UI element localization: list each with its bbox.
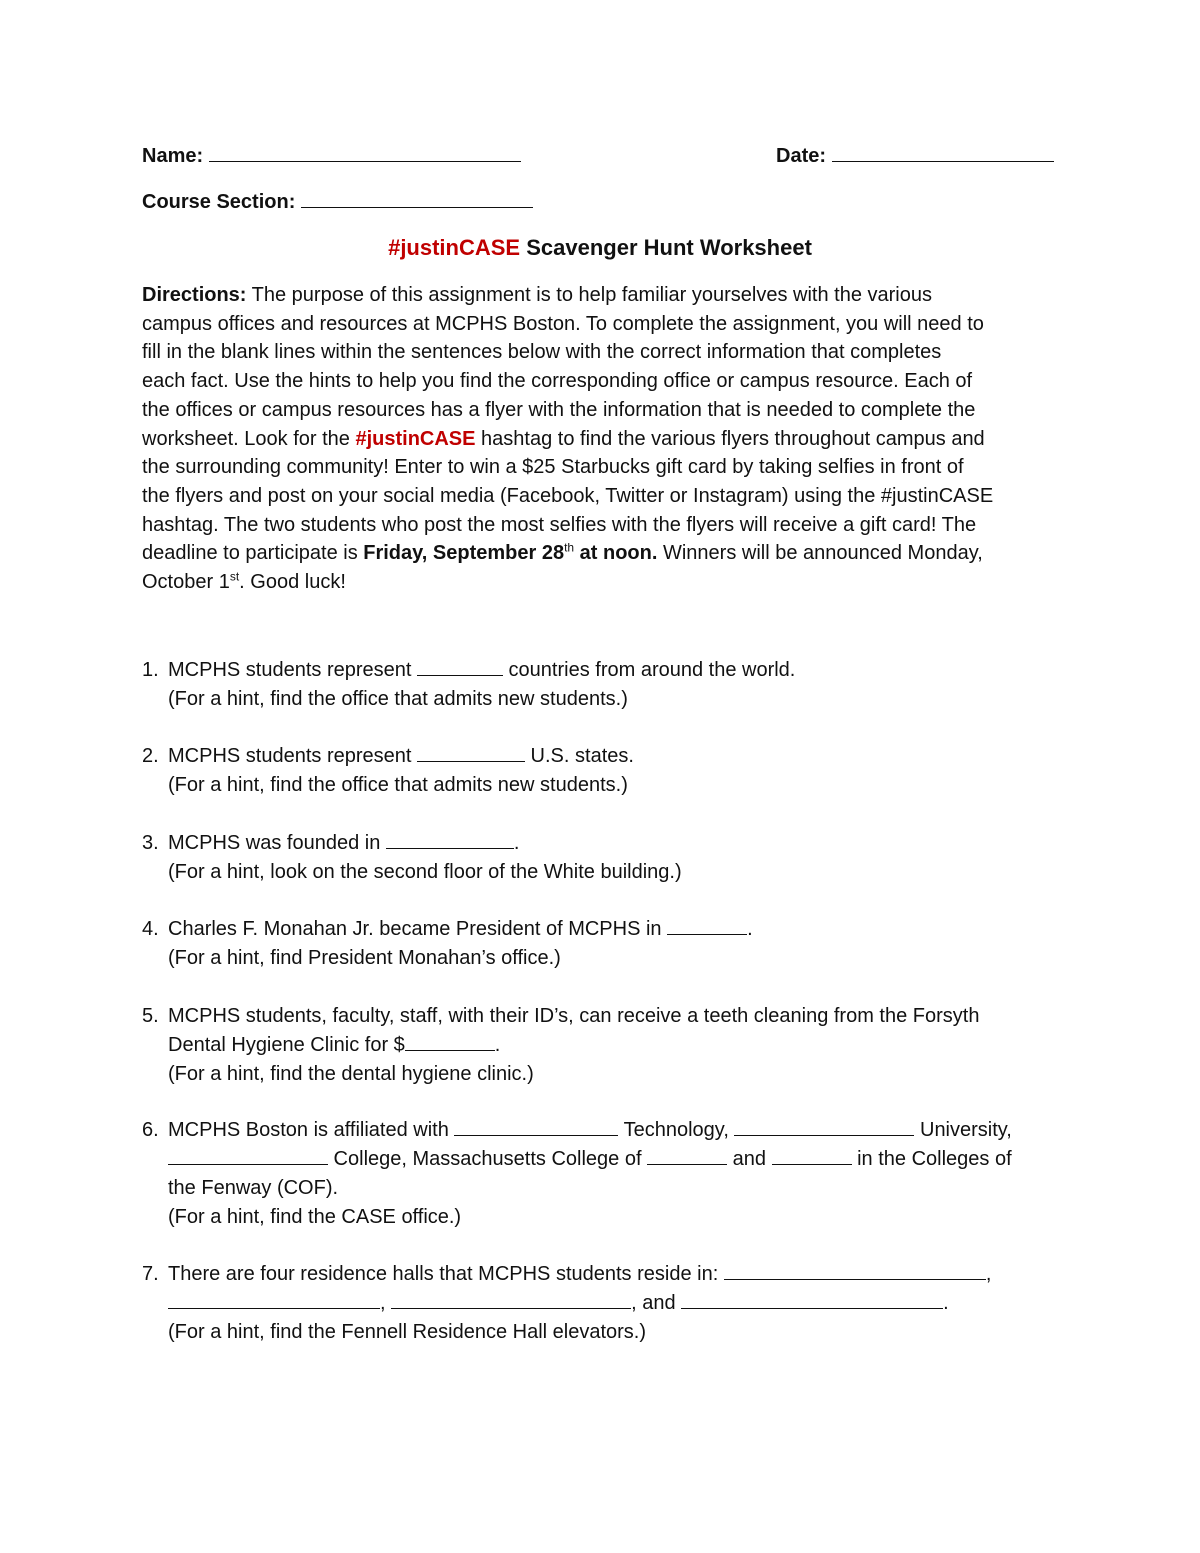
question-text: countries from around the world. (503, 659, 796, 681)
course-field-row (142, 188, 533, 216)
question-text: MCPHS students, faculty, staff, with their ID’s, can receive a teeth cleaning from the Forsyth (168, 1005, 980, 1027)
question-number: 6. (142, 1119, 159, 1141)
answer-blank[interactable] (391, 1290, 631, 1309)
directions-text: the offices or campus resources has a flyer with the information that is needed to complete the (142, 398, 976, 421)
answer-blank[interactable] (734, 1117, 914, 1136)
question-text: MCPHS students represent (168, 659, 417, 681)
ordinal-suffix: th (564, 540, 575, 555)
answer-blank[interactable] (168, 1290, 380, 1309)
answer-blank[interactable] (454, 1117, 618, 1136)
question-6 (142, 1116, 1067, 1232)
question-hint: (For a hint, find the office that admits new students.) (168, 688, 628, 710)
question-number: 7. (142, 1263, 159, 1285)
question-text: . (513, 832, 520, 854)
question-hint: (For a hint, look on the second floor of the White building.) (168, 861, 682, 883)
question-text: , (380, 1292, 392, 1314)
answer-blank[interactable] (647, 1146, 727, 1165)
question-text: MCPHS students represent (168, 745, 417, 767)
question-number: 3. (142, 832, 159, 854)
answer-blank[interactable] (405, 1032, 495, 1051)
directions-text: worksheet. Look for the (142, 427, 356, 450)
question-3 (142, 829, 1067, 887)
answer-blank[interactable] (772, 1146, 852, 1165)
answer-blank[interactable] (386, 830, 514, 849)
question-hint: (For a hint, find the dental hygiene clinic.) (168, 1063, 534, 1085)
question-hint: (For a hint, find President Monahan’s office.) (168, 947, 561, 969)
directions-text: hashtag to find the various flyers throughout campus and (475, 427, 985, 450)
question-1 (142, 656, 1067, 714)
name-blank[interactable] (209, 143, 521, 162)
directions-label: Directions: (142, 284, 247, 306)
title-text: Scavenger Hunt Worksheet (520, 235, 812, 260)
question-text: . (494, 1034, 501, 1056)
directions-text: fill in the blank lines within the sentences below with the correct information that completes (142, 341, 942, 364)
question-text: University, (914, 1119, 1012, 1141)
answer-blank[interactable] (168, 1146, 328, 1165)
question-text: U.S. states. (525, 745, 634, 767)
question-text: , (985, 1263, 992, 1285)
question-text: . (943, 1292, 949, 1314)
question-text: MCPHS was founded in (168, 832, 386, 854)
directions-text: the surrounding community! Enter to win a $25 Starbucks gift card by taking selfies in front of (142, 456, 964, 479)
date-label: Date: (776, 145, 827, 167)
question-text: the Fenway (COF). (168, 1177, 339, 1199)
answer-blank[interactable] (417, 657, 503, 676)
directions-text: The purpose of this assignment is to help familiar yourselves with the various (246, 284, 932, 306)
directions-text: hashtag. The two students who post the most selfies with the flyers will receive a gift card! The (142, 513, 977, 536)
question-text: Dental Hygiene Clinic for $ (168, 1034, 405, 1056)
question-hint: (For a hint, find the Fennell Residence Hall elevators.) (168, 1321, 647, 1343)
name-label: Name: (142, 145, 204, 167)
directions-text: each fact. Use the hints to help you find the corresponding office or campus resource. Each of (142, 370, 973, 393)
answer-blank[interactable] (667, 916, 747, 935)
question-text: in the Colleges of (851, 1148, 1012, 1170)
question-number: 4. (142, 918, 159, 940)
name-field-row (142, 142, 521, 170)
ordinal-suffix: st (229, 569, 240, 584)
deadline-date: Friday, September 28 (363, 542, 565, 565)
question-text: There are four residence halls that MCPHS students reside in: (168, 1263, 724, 1285)
question-hint: (For a hint, find the CASE office.) (168, 1206, 462, 1228)
directions-text: . Good luck! (239, 571, 346, 594)
question-7 (142, 1260, 1067, 1347)
question-hint: (For a hint, find the office that admits new students.) (168, 774, 628, 796)
directions-text: the flyers and post on your social media (Facebook, Twitter or Instagram) using the #justinCASE (142, 484, 994, 507)
question-text: . (747, 918, 753, 940)
question-2 (142, 742, 1067, 800)
course-section-blank[interactable] (301, 189, 533, 208)
question-number: 1. (142, 659, 159, 681)
question-4 (142, 915, 1067, 973)
question-number: 2. (142, 745, 159, 767)
question-number: 5. (142, 1005, 159, 1027)
date-blank[interactable] (832, 143, 1054, 162)
course-section-label: Course Section: (142, 191, 296, 213)
question-text: MCPHS Boston is affiliated with (168, 1119, 455, 1141)
directions-paragraph (142, 281, 1062, 597)
date-field-row (776, 142, 1054, 170)
page-title (0, 234, 1200, 262)
answer-blank[interactable] (417, 743, 525, 762)
question-text: Technology, (618, 1119, 735, 1141)
question-5 (142, 1002, 1067, 1089)
hashtag-highlight: #justinCASE (355, 427, 476, 450)
question-text: College, Massachusetts College of (328, 1148, 648, 1170)
title-hashtag: #justinCASE (388, 235, 521, 260)
directions-text: October 1 (142, 571, 230, 594)
answer-blank[interactable] (681, 1290, 943, 1309)
question-text: Charles F. Monahan Jr. became President of MCPHS in (168, 918, 668, 940)
directions-text: campus offices and resources at MCPHS Boston. To complete the assignment, you will need to (142, 312, 984, 335)
question-text: and (727, 1148, 772, 1170)
question-text: , and (631, 1292, 682, 1314)
answer-blank[interactable] (724, 1261, 986, 1280)
directions-text: deadline to participate is (142, 542, 364, 565)
directions-text: Winners will be announced Monday, (657, 542, 983, 565)
deadline-time: at noon. (574, 542, 658, 565)
